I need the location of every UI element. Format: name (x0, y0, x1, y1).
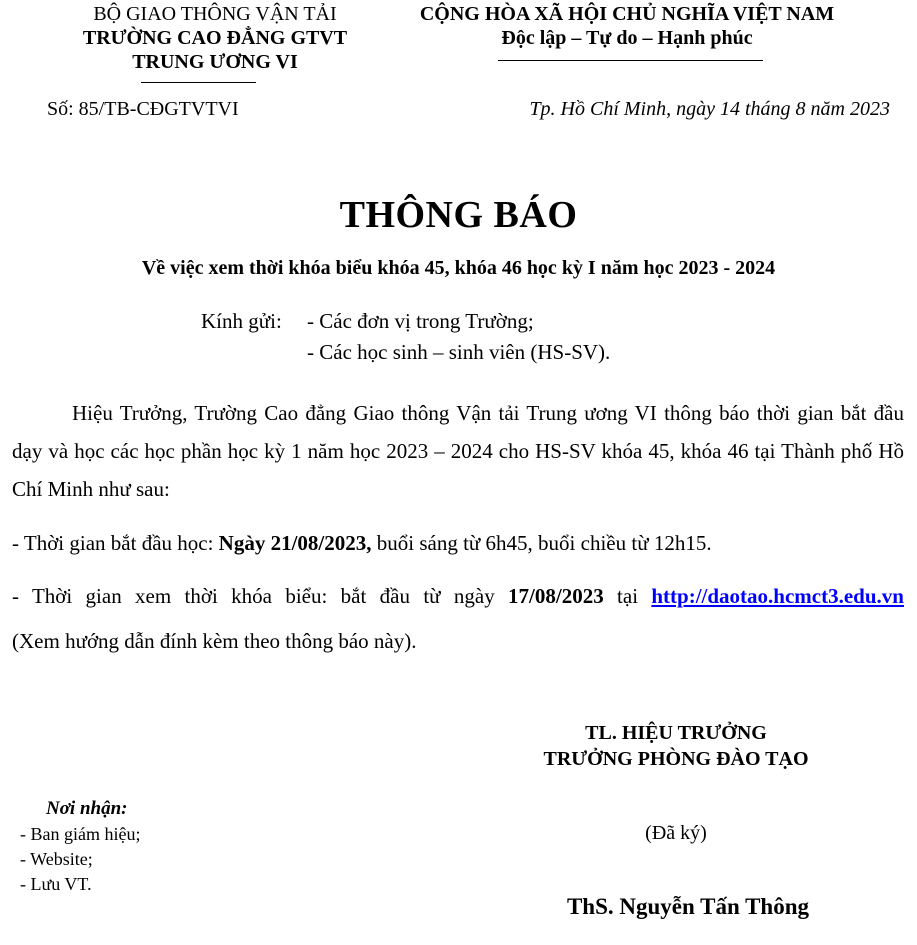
distribution-item: - Lưu VT. (20, 874, 92, 894)
motto-underline (498, 60, 763, 61)
signature-position: TRƯỞNG PHÒNG ĐÀO TẠO (543, 748, 809, 770)
signed-note: (Đã ký) (645, 822, 707, 844)
attachment-note: (Xem hướng dẫn đính kèm theo thông báo này). (12, 629, 417, 653)
signer-name: ThS. Nguyễn Tấn Thông (566, 894, 810, 919)
start-time-item (12, 524, 904, 562)
recipient-row (201, 306, 610, 337)
schedule-view-prefix: - Thời gian xem thời khóa biểu: bắt đầu từ ngày (12, 584, 509, 608)
document-subject: Về việc xem thời khóa biểu khóa 45, khóa 46 học kỳ I năm học 2023 - 2024 (141, 257, 776, 279)
place-and-date: Tp. Hồ Chí Minh, ngày 14 tháng 8 năm 2023 (529, 98, 890, 120)
start-time-suffix: buổi sáng từ 6h45, buổi chiều từ 12h15. (371, 531, 712, 555)
school-name-line1: TRƯỜNG CAO ĐẲNG GTVT (82, 27, 348, 49)
recipient-row (201, 337, 610, 368)
document-number: Số: 85/TB-CĐGTVTVI (47, 98, 239, 120)
left-header-underline (141, 82, 256, 83)
national-motto: Độc lập – Tự do – Hạnh phúc (501, 27, 753, 49)
distribution-list (20, 822, 140, 897)
body-paragraph: Hiệu Trưởng, Trường Cao đẳng Giao thông Vận tải Trung ương VI thông báo thời gian bắt đầu dạy và học các học phần học kỳ 1 năm học 2023 – 2024 cho HS-SV khóa 45, khóa 46 tại Thành phố Hồ Chí Minh như sau: (12, 401, 904, 501)
school-name-line2: TRUNG ƯƠNG VI (132, 51, 298, 73)
schedule-view-date: 17/08/2023 (508, 584, 604, 608)
recipient-indent (201, 337, 307, 368)
distribution-item: - Ban giám hiệu; (20, 824, 141, 844)
signature-authority: TL. HIỆU TRƯỞNG (585, 722, 767, 744)
start-time-prefix: - Thời gian bắt đầu học: (12, 531, 219, 555)
schedule-link[interactable]: http://daotao.hcmct3.edu.vn (651, 584, 904, 608)
signature-block (496, 720, 856, 772)
ministry-name: BỘ GIAO THÔNG VẬN TẢI (93, 3, 337, 25)
schedule-view-item (12, 577, 904, 615)
schedule-view-middle: tại (603, 584, 652, 608)
recipient-item: - Các đơn vị trong Trường; (307, 309, 534, 333)
country-name: CỘNG HÒA XÃ HỘI CHỦ NGHĨA VIỆT NAM (419, 3, 835, 25)
issuing-agency-header (20, 2, 410, 74)
document-title: THÔNG BÁO (339, 194, 578, 236)
start-date: Ngày 21/08/2023, (218, 531, 372, 555)
distribution-title: Nơi nhận: (46, 798, 128, 819)
recipients-label: Kính gửi: (201, 309, 282, 333)
distribution-item: - Website; (20, 849, 93, 869)
national-header (392, 2, 862, 50)
recipients-block (201, 306, 610, 368)
recipient-item: - Các học sinh – sinh viên (HS-SV). (307, 340, 611, 364)
